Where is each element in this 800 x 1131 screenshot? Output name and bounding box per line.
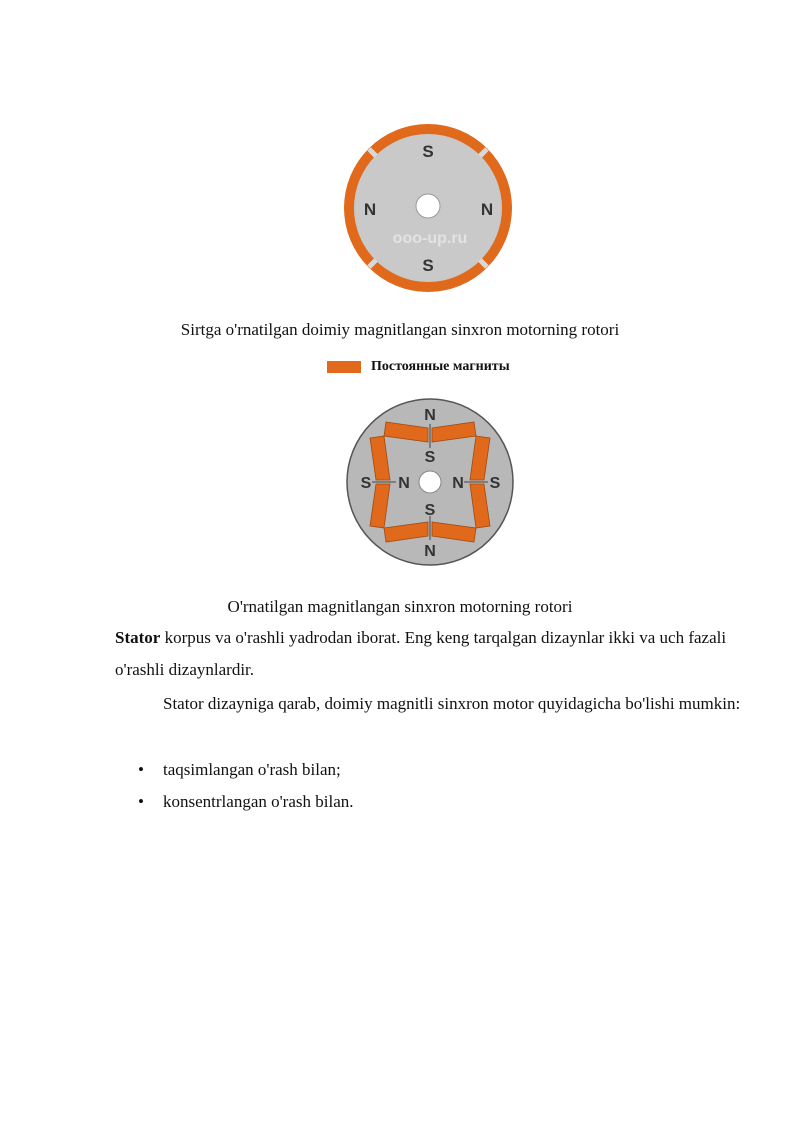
pole-label-bottom: S — [422, 256, 434, 275]
outer-pole-left: S — [360, 475, 372, 492]
inner-pole-top: S — [424, 449, 436, 466]
watermark: ooo-up.ru — [392, 230, 468, 247]
legend — [327, 359, 510, 375]
list-item-text: taqsimlangan o'rash bilan; — [163, 760, 341, 779]
pole-label-top: S — [422, 142, 434, 161]
embedded-magnet-rotor-diagram — [344, 396, 516, 568]
pole-label-left: N — [363, 200, 377, 219]
inner-pole-left: N — [398, 475, 410, 492]
design-paragraph: Stator dizayniga qarab, doimiy magnitli sinxron motor quyidagicha bo'lishi mumkin: — [163, 694, 741, 713]
figure1-caption: Sirtga o'rnatilgan doimiy magnitlangan sinxron motorning rotori — [180, 320, 620, 339]
bullet-icon: • — [138, 792, 144, 811]
pole-label-right: N — [480, 200, 494, 219]
outer-pole-right: S — [489, 475, 501, 492]
list-item — [138, 754, 341, 786]
legend-swatch — [327, 361, 361, 373]
outer-pole-top: N — [424, 407, 436, 424]
stator-term: Stator — [115, 628, 161, 647]
figure2-caption: O'rnatilgan magnitlangan sinxron motorning rotori — [227, 597, 573, 616]
stator-description: korpus va o'rashli yadrodan iborat. Eng keng tarqalgan dizaynlar ikki va uch fazali o'rashli dizaynlardir. — [115, 628, 727, 679]
outer-pole-bottom: N — [424, 543, 436, 560]
inner-pole-right: N — [452, 475, 464, 492]
shaft-hole — [416, 194, 440, 218]
bullet-icon: • — [138, 760, 144, 779]
inner-pole-bottom: S — [424, 502, 436, 519]
list-item-text: konsentrlangan o'rash bilan. — [163, 792, 354, 811]
surface-magnet-rotor-diagram — [340, 120, 516, 296]
legend-label: Постоянные магниты — [371, 359, 510, 374]
list-item — [138, 786, 354, 818]
shaft-hole — [419, 471, 441, 493]
stator-paragraph — [115, 622, 743, 686]
